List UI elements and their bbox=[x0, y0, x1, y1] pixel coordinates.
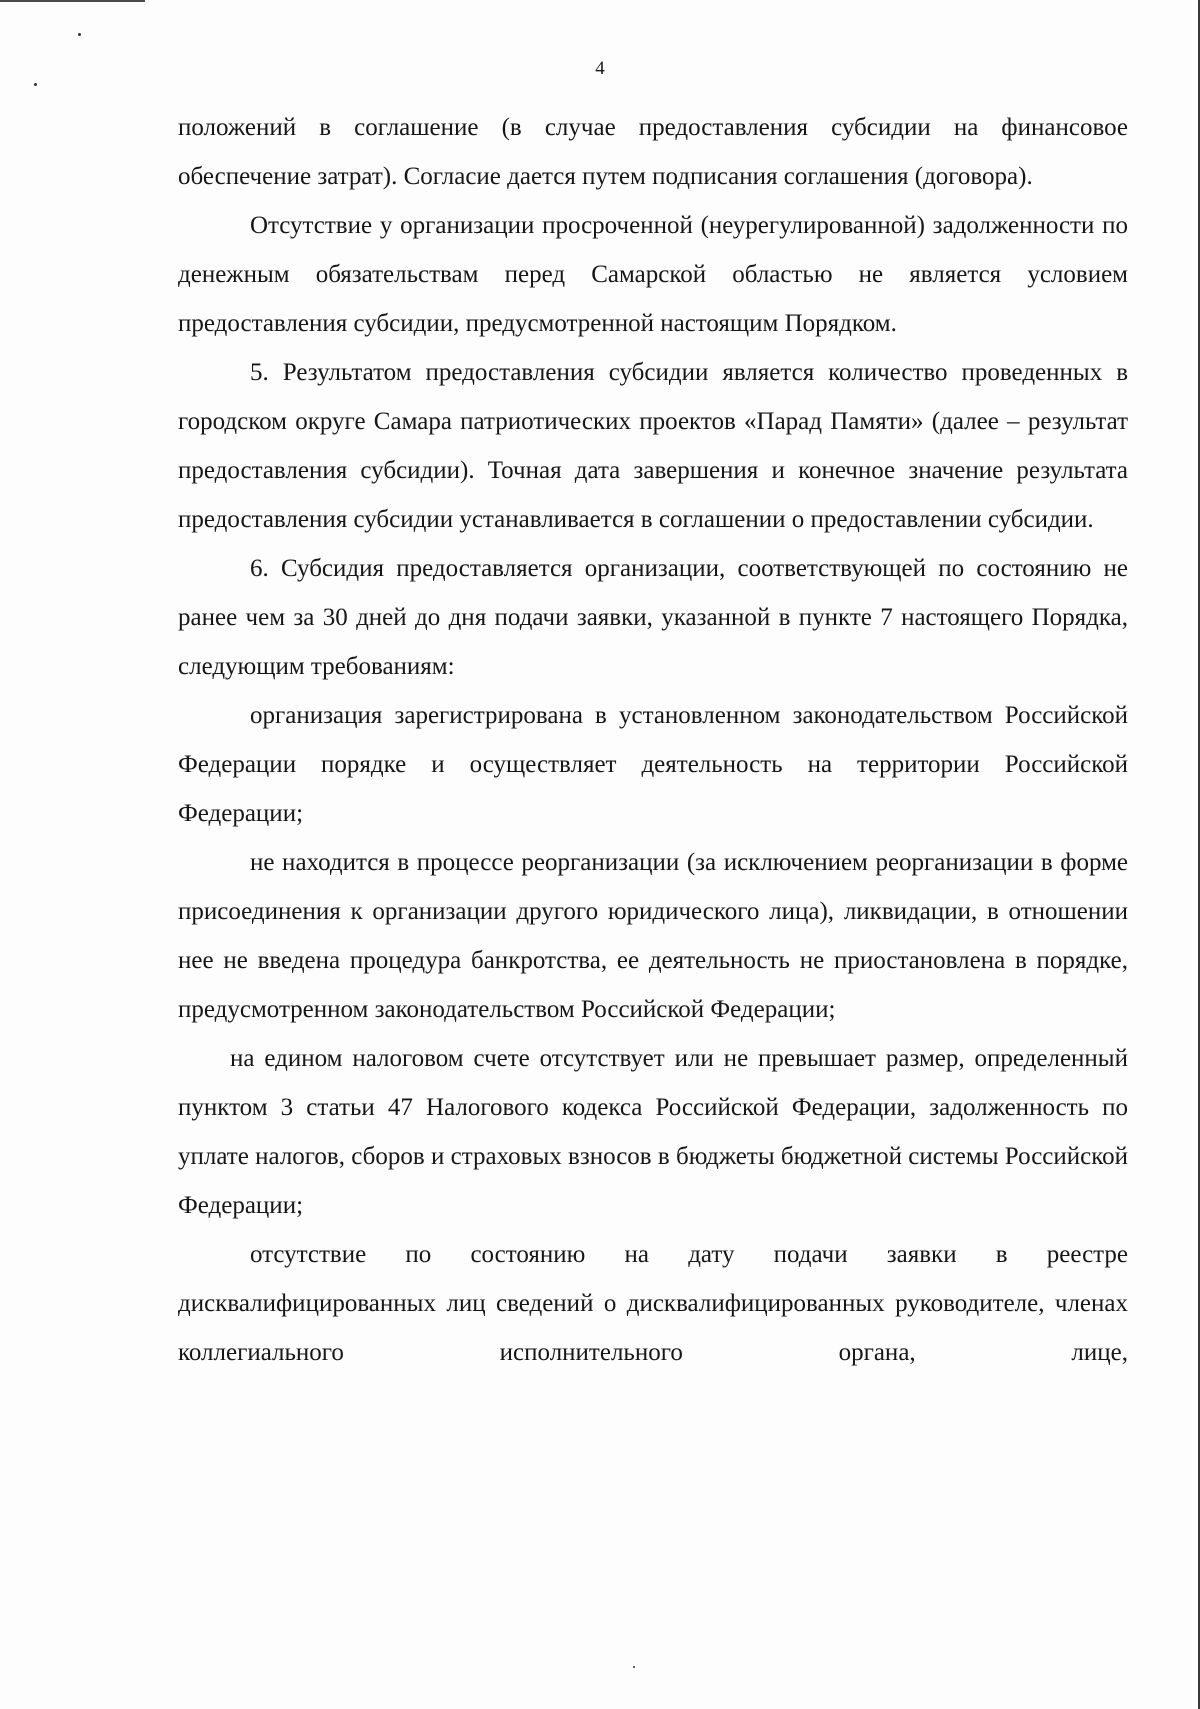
document-body bbox=[178, 103, 1128, 1377]
paragraph-item-6: 6. Субсидия предоставляется организации, соответствующей по состоянию не ранее чем за 30 дней до дня подачи заявки, указанной в пункте 7 настоящего Порядка, следующим требованиям: bbox=[178, 555, 1128, 680]
scan-speck bbox=[34, 83, 37, 86]
page-number: 4 bbox=[595, 58, 605, 79]
paragraph-requirement-disqualified: отсутствие по состоянию на дату подачи заявки в реестре дисквалифицированных лиц сведений о дисквалифицированных руководителе, членах коллегиального исполнительного органа, лице, bbox=[178, 1241, 1128, 1366]
paragraph-requirement-reorganization: не находится в процессе реорганизации (за исключением реорганизации в форме присоединения к организации другого юридического лица), ликвидации, в отношении нее не введена процедура банкротства, ее деятельность не приостановлена в порядке, предусмотренном законодательством Российской Федерации; bbox=[178, 849, 1128, 1023]
scan-edge-top bbox=[0, 0, 145, 2]
paragraph-continuation: положений в соглашение (в случае предоставления субсидии на финансовое обеспечение затрат). Согласие дается путем подписания соглашения (договора). bbox=[178, 114, 1128, 190]
paragraph-requirement-registration: организация зарегистрирована в установленном законодательством Российской Федерации порядке и осуществляет деятельность на территории Российской Федерации; bbox=[178, 702, 1128, 827]
paragraph-debt-condition: Отсутствие у организации просроченной (неурегулированной) задолженности по денежным обязательствам перед Самарской областью не является условием предоставления субсидии, предусмотренной настоящим Порядком. bbox=[178, 212, 1128, 337]
scan-speck bbox=[78, 33, 81, 36]
paragraph-requirement-tax: на едином налоговом счете отсутствует или не превышает размер, определенный пунктом 3 статьи 47 Налогового кодекса Российской Федерации, задолженность по уплате налогов, сборов и страховых взносов в бюджеты бюджетной системы Российской Федерации; bbox=[178, 1045, 1128, 1219]
paragraph-item-5: 5. Результатом предоставления субсидии является количество проведенных в городском округе Самара патриотических проектов «Парад Памяти» (далее – результат предоставления субсидии). Точная дата завершения и конечное значение результата предоставления субсидии устанавливается в соглашении о предоставлении субсидии. bbox=[178, 359, 1128, 533]
scan-speck bbox=[633, 1666, 635, 1668]
